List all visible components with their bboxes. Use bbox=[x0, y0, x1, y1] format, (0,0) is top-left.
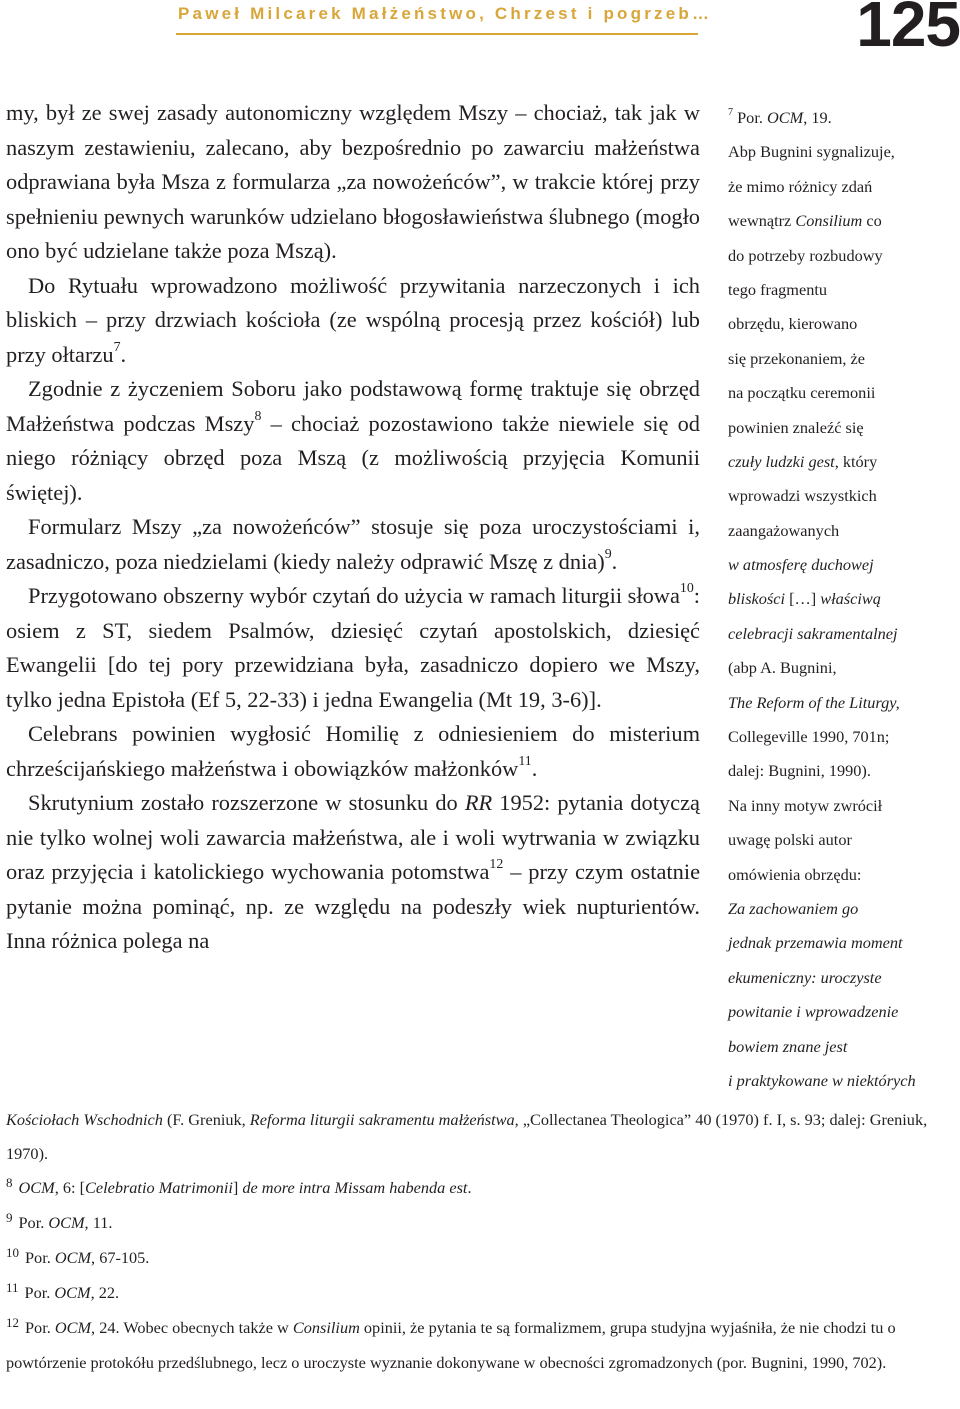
paragraph-text: Celebrans powinien wygłosić Homilię z odniesieniem do misterium chrześcijańskiego małżeństwa i obowiązków małżonków bbox=[6, 721, 700, 781]
sidebar-line: zaangażowanych bbox=[728, 520, 840, 540]
paragraph-text: – chociaż pozostawiono także niewiele się od niego różniący obrzęd poza Mszą (z możliwością przyjęcia Komunii świętej). bbox=[6, 410, 700, 505]
paragraph bbox=[6, 510, 700, 579]
punctuation: . bbox=[531, 755, 538, 781]
footnote-ref: 12 bbox=[489, 857, 504, 873]
sidebar-line: obrzędu, kierowano bbox=[728, 314, 858, 334]
sidebar-line: powinien znaleźć się bbox=[728, 417, 864, 437]
paragraph-text: Skrutynium zostało rozszerzone w stosunku do bbox=[28, 790, 458, 815]
sidebar-line: i praktykowane w niektórych bbox=[728, 1070, 916, 1090]
sidebar-line: na początku ceremonii bbox=[728, 383, 876, 403]
sidebar-line: w atmosferę duchowej bbox=[728, 555, 874, 575]
sidebar-line: Za zachowaniem go bbox=[728, 898, 859, 918]
sidebar-line: $^7$ Por. OCM, 19. bbox=[728, 107, 832, 127]
sidebar-line: bowiem znane jest bbox=[728, 1036, 848, 1056]
running-head: Paweł Milcarek Małżeństwo, Chrzest i pogrzeb… bbox=[178, 4, 713, 23]
footnote-12: $^{12}$ Por. OCM, 24. Wobec obecnych także w Consilium opinii, że pytania te są formalizmem, grupa studyjna wyjaśniła, że nie chodzi tu o powtórzenie protokółu przedślubnego, lecz o uroczyste wyznanie dokonywane w obecności zgromadzonych (por. Bugnini, 1990, 702). bbox=[6, 1315, 896, 1372]
sidebar-line: bliskości […] właściwą bbox=[728, 589, 881, 609]
sidebar-line: do potrzeby rozbudowy bbox=[728, 245, 883, 265]
punctuation: . bbox=[611, 548, 618, 574]
header-rule bbox=[176, 33, 698, 35]
sidebar-line: The Reform of the Liturgy, bbox=[728, 692, 900, 712]
sidebar-footnote-column bbox=[728, 101, 960, 1098]
sidebar-line: uwagę polski autor bbox=[728, 830, 852, 850]
sidebar-line: (abp A. Bugnini, bbox=[728, 658, 837, 678]
paragraph-text: Formularz Mszy „za nowożeńców” stosuje się poza uroczystościami i, zasadniczo, poza niedzielami (kiedy należy odprawić Mszę z dnia) bbox=[6, 514, 700, 574]
paragraph bbox=[6, 96, 700, 269]
sidebar-line: tego fragmentu bbox=[728, 279, 828, 299]
sidebar-line: Na inny motyw zwrócił bbox=[728, 795, 883, 815]
footnote-11: $^{11}$ Por. OCM, 22. bbox=[6, 1280, 120, 1302]
sidebar-line: wewnątrz Consilium co bbox=[728, 211, 882, 231]
sidebar-line: Collegeville 1990, 701n; bbox=[728, 727, 890, 747]
paragraph-text: my, był ze swej zasady autonomiczny względem Mszy – chociaż, tak jak w naszym zestawieniu, zalecano, aby bezpośrednio po zawarciu małżeństwa odprawiana była Msza z formularza „za nowożeńców”, w trakcie której przy spełnieniu pewnych warunków udzielano błogosławieństwa ślubnego (mogło ono być udzielane także poza Mszą). bbox=[6, 100, 700, 263]
sidebar-line: jednak przemawia moment bbox=[728, 933, 903, 953]
footnote-ref: 7 bbox=[113, 339, 121, 355]
main-text-column bbox=[6, 96, 700, 959]
sidebar-line: czuły ludzki gest, który bbox=[728, 451, 878, 471]
footnote-8: $^8$ OCM, 6: [Celebratio Matrimonii] de more intra Missam habenda est. bbox=[6, 1175, 472, 1197]
paragraph-text: – przy czym ostatnie pytanie można pominąć, np. ze względu na podeszły wiek nupturientów. Inna różnica polega na bbox=[6, 859, 701, 953]
paragraph-text: 1952: pytania dotyczą nie tylko wolnej woli zawarcia małżeństwa, ale i woli wytrwania w związku oraz przyjęcia i katolickiego wychowania potomstwa bbox=[6, 790, 700, 884]
footnote-ref: 9 bbox=[604, 546, 612, 562]
italic-abbrev: RR bbox=[464, 790, 493, 815]
paragraph-text: Zgodnie z życzeniem Soboru jako podstawową formę traktuje się obrzęd Małżeństwa podczas Mszy bbox=[6, 376, 700, 436]
sidebar-line: celebracji sakramentalnej bbox=[728, 623, 898, 643]
paragraph bbox=[6, 786, 700, 959]
paragraph bbox=[6, 717, 700, 786]
footnote-10: $^{10}$ Por. OCM, 67-105. bbox=[6, 1245, 150, 1267]
paragraph-text: Przygotowano obszerny wybór czytań do użycia w ramach liturgii słowa bbox=[28, 583, 680, 608]
sidebar-line: ekumeniczny: uroczyste bbox=[728, 967, 882, 987]
sidebar-line: Abp Bugnini sygnalizuje, bbox=[728, 142, 895, 162]
footnote-ref: 8 bbox=[254, 408, 262, 424]
paragraph bbox=[6, 372, 700, 510]
page-number: 125 bbox=[856, 0, 960, 60]
paragraph-text: : osiem z ST, siedem Psalmów, dziesięć czytań apostolskich, dziesięć Ewangelii [do tej pory przewidziana była, zasadniczo dopiero we Mszy, tylko jedna Epistoła (Ef 5, 22-33) i jedna Ewangelia (Mt 19, 3-6)]. bbox=[6, 583, 700, 712]
footnote-number: 7 bbox=[728, 107, 734, 119]
sidebar-line: powitanie i wprowadzenie bbox=[728, 1002, 899, 1022]
punctuation: . bbox=[120, 341, 127, 367]
paragraph-text: Do Rytuału wprowadzono możliwość przywitania narzeczonych i ich bliskich – przy drzwiach kościoła (ze wspólną procesją przez kościół) lub przy ołtarzu bbox=[6, 272, 700, 367]
footnote-ref: 10 bbox=[679, 581, 694, 597]
sidebar-line: że mimo różnicy zdań bbox=[728, 176, 873, 196]
footnote-9: $^9$ Por. OCM, 11. bbox=[6, 1210, 113, 1232]
footnotes bbox=[6, 1103, 950, 1380]
sidebar-line: wprowadzi wszystkich bbox=[728, 486, 877, 506]
sidebar-line: się przekonaniem, że bbox=[728, 348, 865, 368]
paragraph bbox=[6, 579, 700, 717]
paragraph bbox=[6, 269, 700, 373]
footnote-continuation: Kościołach Wschodnich (F. Greniuk, Reforma liturgii sakramentu małżeństwa, „Collectanea Theologica” 40 (1970) f. I, s. 93; dalej: Greniuk, 1970). bbox=[6, 1110, 928, 1163]
footnote-ref: 11 bbox=[518, 753, 532, 769]
sidebar-line: omówienia obrzędu: bbox=[728, 864, 862, 884]
sidebar-line: dalej: Bugnini, 1990). bbox=[728, 761, 871, 781]
